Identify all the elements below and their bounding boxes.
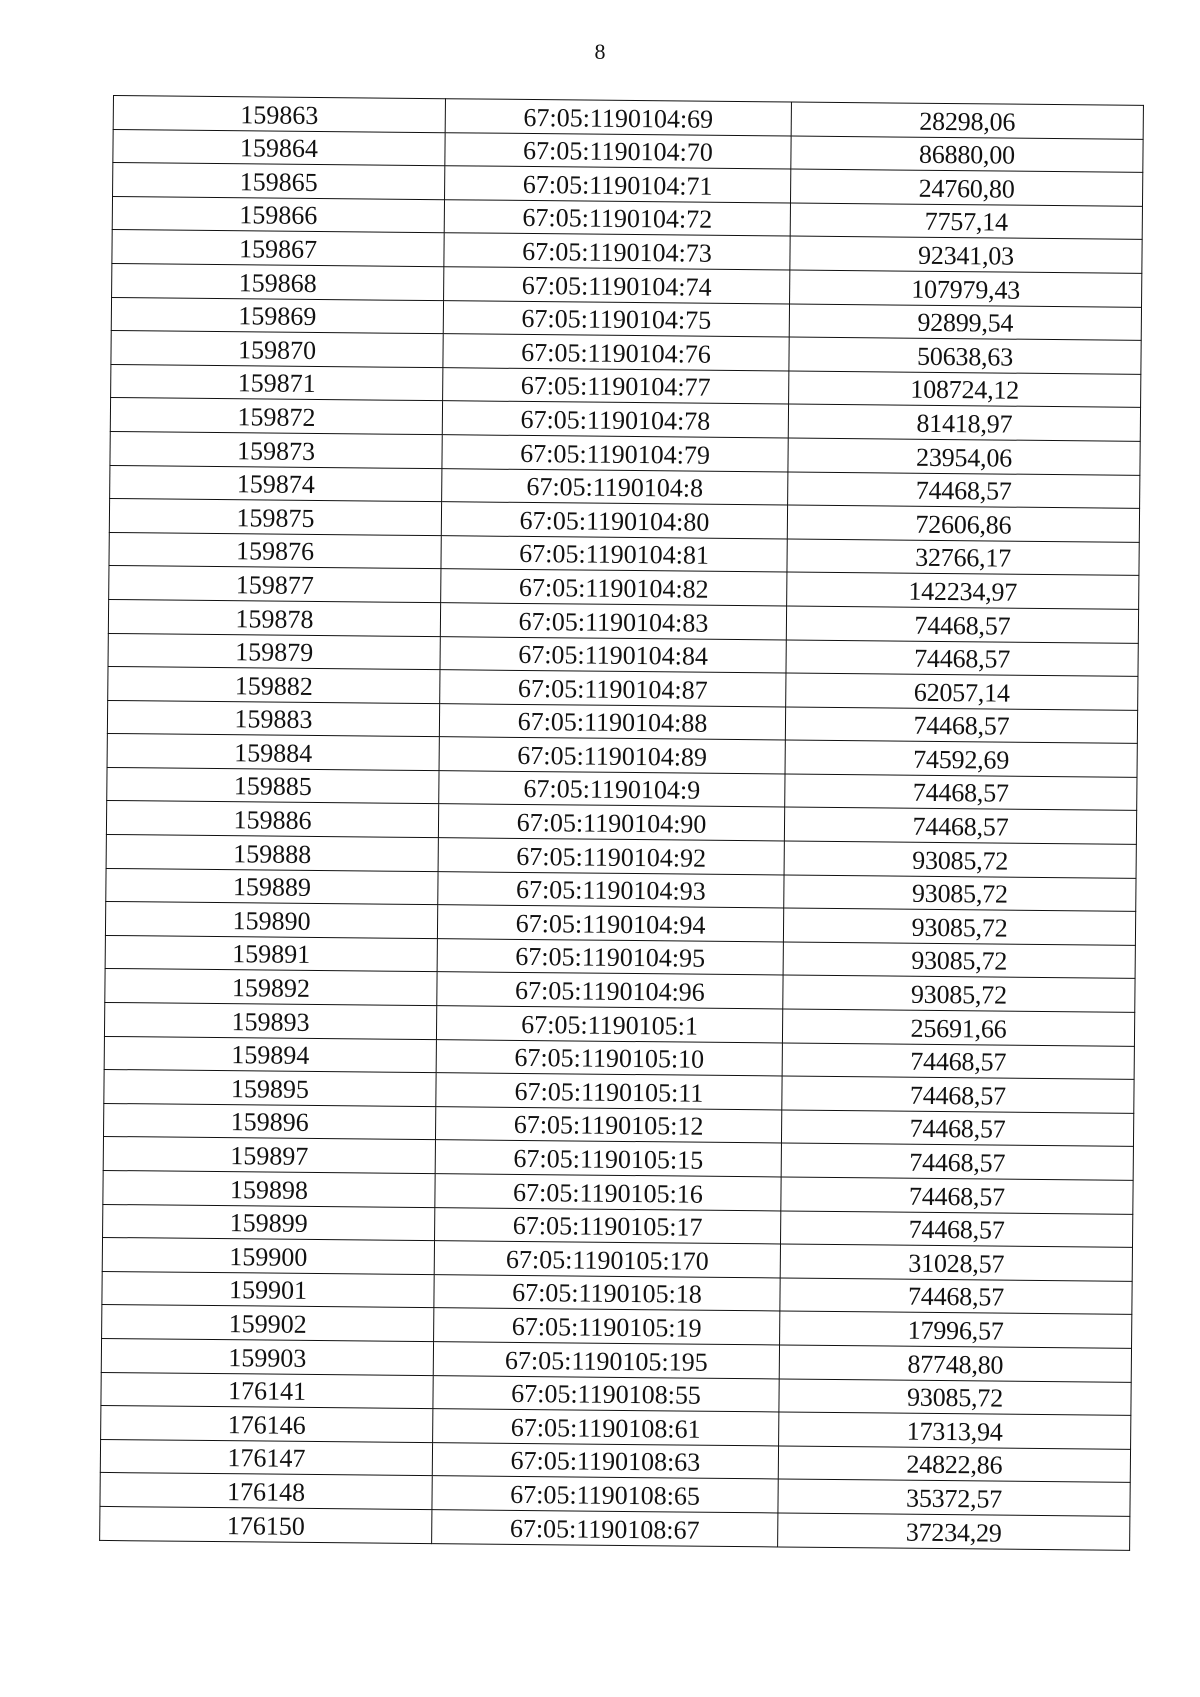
row-number-cell: 159888 xyxy=(106,835,438,872)
row-number-cell: 159868 xyxy=(112,263,444,300)
row-number-cell: 176150 xyxy=(100,1506,432,1543)
cadastral-number-cell: 67:05:1190104:72 xyxy=(444,199,790,236)
value-cell: 93085,72 xyxy=(779,1379,1131,1416)
cadastral-number-cell: 67:05:1190108:67 xyxy=(432,1510,778,1547)
cadastral-number-cell: 67:05:1190104:94 xyxy=(437,905,783,942)
row-number-cell: 159865 xyxy=(113,163,445,200)
cadastral-number-cell: 67:05:1190105:17 xyxy=(435,1207,781,1244)
row-number-cell: 159866 xyxy=(112,196,444,233)
cadastral-number-cell: 67:05:1190105:11 xyxy=(436,1073,782,1110)
row-number-cell: 159886 xyxy=(106,801,438,838)
value-cell: 93085,72 xyxy=(784,875,1136,912)
value-cell: 17996,57 xyxy=(780,1311,1132,1348)
value-cell: 17313,94 xyxy=(779,1412,1131,1449)
cadastral-number-cell: 67:05:1190108:55 xyxy=(433,1375,779,1412)
row-number-cell: 176148 xyxy=(100,1473,432,1510)
cadastral-number-cell: 67:05:1190104:71 xyxy=(445,166,791,203)
row-number-cell: 159870 xyxy=(111,331,443,368)
row-number-cell: 159889 xyxy=(106,868,438,905)
cadastral-number-cell: 67:05:1190108:61 xyxy=(433,1409,779,1446)
value-cell: 74468,57 xyxy=(785,707,1137,744)
cadastral-number-cell: 67:05:1190104:93 xyxy=(438,871,784,908)
row-number-cell: 159903 xyxy=(101,1338,433,1375)
value-cell: 93085,72 xyxy=(783,975,1135,1012)
row-number-cell: 176147 xyxy=(100,1439,432,1476)
cadastral-number-cell: 67:05:1190104:81 xyxy=(441,535,787,572)
row-number-cell: 159894 xyxy=(104,1036,436,1073)
value-cell: 81418,97 xyxy=(788,404,1140,441)
value-cell: 25691,66 xyxy=(782,1009,1134,1046)
row-number-cell: 159872 xyxy=(110,398,442,435)
cadastral-number-cell: 67:05:1190104:92 xyxy=(438,838,784,875)
cadastral-number-cell: 67:05:1190104:75 xyxy=(443,300,789,337)
value-cell: 23954,06 xyxy=(788,438,1140,475)
value-cell: 7757,14 xyxy=(790,203,1142,240)
value-cell: 74468,57 xyxy=(786,639,1138,676)
value-cell: 86880,00 xyxy=(791,136,1143,173)
row-number-cell: 159869 xyxy=(111,297,443,334)
cadastral-number-cell: 67:05:1190104:83 xyxy=(440,603,786,640)
row-number-cell: 159863 xyxy=(113,96,445,133)
cadastral-number-cell: 67:05:1190104:9 xyxy=(439,771,785,808)
cadastral-number-cell: 67:05:1190104:79 xyxy=(442,435,788,472)
value-cell: 74468,57 xyxy=(785,774,1137,811)
cadastral-number-cell: 67:05:1190105:19 xyxy=(434,1308,780,1345)
value-cell: 74468,57 xyxy=(786,606,1138,643)
row-number-cell: 176141 xyxy=(101,1372,433,1409)
value-cell: 92899,54 xyxy=(789,304,1141,341)
cadastral-number-cell: 67:05:1190104:87 xyxy=(440,670,786,707)
row-number-cell: 159871 xyxy=(111,364,443,401)
row-number-cell: 159885 xyxy=(107,767,439,804)
value-cell: 32766,17 xyxy=(787,539,1139,576)
cadastral-number-cell: 67:05:1190105:195 xyxy=(433,1342,779,1379)
row-number-cell: 159901 xyxy=(102,1271,434,1308)
value-cell: 37234,29 xyxy=(778,1513,1130,1550)
row-number-cell: 159875 xyxy=(109,499,441,536)
cadastral-number-cell: 67:05:1190104:78 xyxy=(442,401,788,438)
value-cell: 35372,57 xyxy=(778,1479,1130,1516)
row-number-cell: 159883 xyxy=(107,700,439,737)
row-number-cell: 159874 xyxy=(110,465,442,502)
page-number: 8 xyxy=(594,39,606,64)
row-number-cell: 159873 xyxy=(110,431,442,468)
cadastral-number-cell: 67:05:1190105:15 xyxy=(435,1140,781,1177)
cadastral-number-cell: 67:05:1190104:90 xyxy=(438,804,784,841)
row-number-cell: 159902 xyxy=(102,1305,434,1342)
row-number-cell: 159879 xyxy=(108,633,440,670)
value-cell: 74468,57 xyxy=(781,1177,1133,1214)
cadastral-number-cell: 67:05:1190105:10 xyxy=(436,1039,782,1076)
cadastral-number-cell: 67:05:1190104:96 xyxy=(437,972,783,1009)
value-cell: 31028,57 xyxy=(780,1244,1132,1281)
row-number-cell: 159893 xyxy=(104,1002,436,1039)
row-number-cell: 159900 xyxy=(102,1238,434,1275)
cadastral-number-cell: 67:05:1190108:65 xyxy=(432,1476,778,1513)
row-number-cell: 159878 xyxy=(108,599,440,636)
row-number-cell: 159895 xyxy=(104,1070,436,1107)
row-number-cell: 159897 xyxy=(103,1137,435,1174)
value-cell: 24822,86 xyxy=(778,1446,1130,1483)
value-cell: 62057,14 xyxy=(786,673,1138,710)
table-body xyxy=(100,96,1144,1550)
value-cell: 93085,72 xyxy=(783,908,1135,945)
value-cell: 74468,57 xyxy=(780,1278,1132,1315)
value-cell: 74468,57 xyxy=(781,1143,1133,1180)
row-number-cell: 159891 xyxy=(105,935,437,972)
row-number-cell: 159867 xyxy=(112,230,444,267)
value-cell: 107979,43 xyxy=(790,270,1142,307)
value-cell: 50638,63 xyxy=(789,337,1141,374)
document-table-wrapper xyxy=(99,95,1143,1550)
value-cell: 74468,57 xyxy=(781,1110,1133,1147)
value-cell: 93085,72 xyxy=(783,942,1135,979)
value-cell: 28298,06 xyxy=(791,102,1143,139)
row-number-cell: 159877 xyxy=(109,566,441,603)
row-number-cell: 159876 xyxy=(109,532,441,569)
cadastral-number-cell: 67:05:1190104:73 xyxy=(444,233,790,270)
value-cell: 74468,57 xyxy=(788,472,1140,509)
cadastral-number-cell: 67:05:1190104:77 xyxy=(443,367,789,404)
row-number-cell: 159864 xyxy=(113,129,445,166)
row-number-cell: 159898 xyxy=(103,1170,435,1207)
cadastral-number-cell: 67:05:1190105:1 xyxy=(436,1006,782,1043)
cadastral-number-cell: 67:05:1190105:170 xyxy=(434,1241,780,1278)
value-cell: 74468,57 xyxy=(784,807,1136,844)
value-cell: 87748,80 xyxy=(779,1345,1131,1382)
row-number-cell: 159882 xyxy=(108,667,440,704)
value-cell: 74468,57 xyxy=(780,1211,1132,1248)
row-number-cell: 159890 xyxy=(105,902,437,939)
cadastral-number-cell: 67:05:1190104:69 xyxy=(445,99,791,136)
row-number-cell: 159892 xyxy=(105,969,437,1006)
value-cell: 74468,57 xyxy=(782,1076,1134,1113)
cadastral-number-cell: 67:05:1190104:95 xyxy=(437,938,783,975)
value-cell: 74592,69 xyxy=(785,740,1137,777)
value-cell: 93085,72 xyxy=(784,841,1136,878)
value-cell: 92341,03 xyxy=(790,236,1142,273)
cadastral-number-cell: 67:05:1190104:74 xyxy=(444,267,790,304)
cadastral-number-cell: 67:05:1190104:80 xyxy=(441,502,787,539)
row-number-cell: 159899 xyxy=(103,1204,435,1241)
value-cell: 24760,80 xyxy=(790,169,1142,206)
cadastral-number-cell: 67:05:1190105:18 xyxy=(434,1274,780,1311)
row-number-cell: 159896 xyxy=(103,1103,435,1140)
cadastral-number-cell: 67:05:1190104:82 xyxy=(441,569,787,606)
cadastral-number-cell: 67:05:1190104:8 xyxy=(442,468,788,505)
value-cell: 74468,57 xyxy=(782,1043,1134,1080)
value-cell: 108724,12 xyxy=(789,371,1141,408)
cadastral-number-cell: 67:05:1190105:16 xyxy=(435,1174,781,1211)
cadastral-number-cell: 67:05:1190104:76 xyxy=(443,334,789,371)
value-cell: 72606,86 xyxy=(787,505,1139,542)
row-number-cell: 159884 xyxy=(107,734,439,771)
cadastral-number-cell: 67:05:1190104:89 xyxy=(439,737,785,774)
value-cell: 142234,97 xyxy=(787,572,1139,609)
cadastral-number-cell: 67:05:1190105:12 xyxy=(435,1106,781,1143)
row-number-cell: 176146 xyxy=(101,1406,433,1443)
cadastral-number-cell: 67:05:1190108:63 xyxy=(432,1442,778,1479)
cadastral-number-cell: 67:05:1190104:84 xyxy=(440,636,786,673)
cadastral-number-cell: 67:05:1190104:70 xyxy=(445,132,791,169)
cadastral-number-cell: 67:05:1190104:88 xyxy=(439,703,785,740)
cadastral-value-table xyxy=(99,95,1144,1550)
